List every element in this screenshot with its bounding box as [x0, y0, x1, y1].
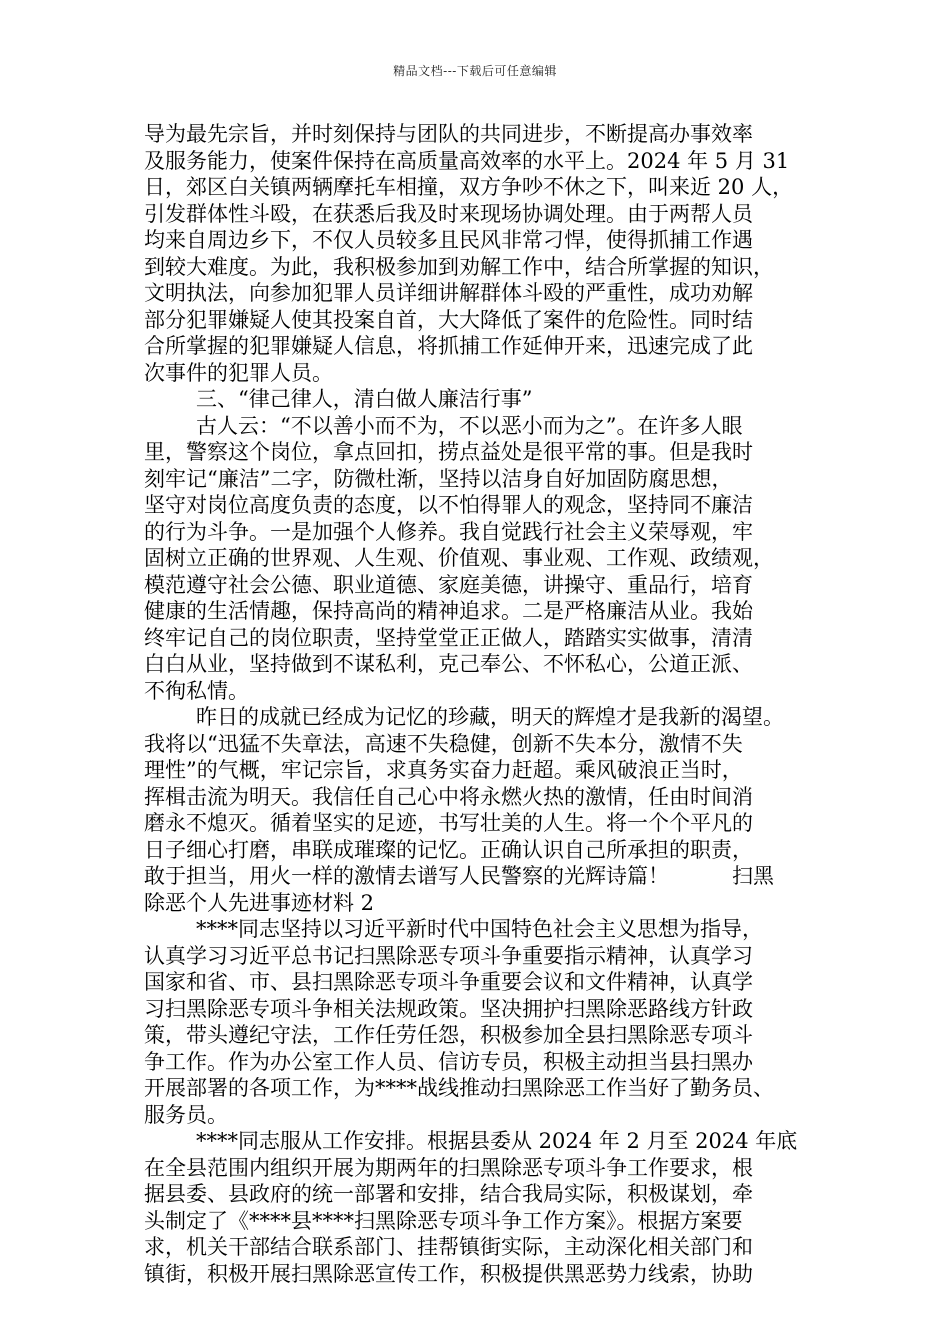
text-line: 镇街，积极开展扫黑除恶宣传工作，积极提供黑恶势力线索，协助 — [144, 1261, 753, 1286]
text-line: 固树立正确的世界观、人生观、价值观、事业观、工作观、政绩观， — [144, 546, 774, 570]
text-line: 到较大难度。为此，我积极参加到劝解工作中，结合所掌握的知识， — [144, 254, 774, 279]
page-header: 精品文档---下载后可任意编辑 — [393, 64, 557, 78]
document-body — [144, 121, 814, 1287]
text-line: 认真学习习近平总书记扫黑除恶专项斗争重要指示精神，认真学习 — [144, 943, 753, 968]
text-line: 合所掌握的犯罪嫌疑人信息，将抓捕工作延伸开来，迅速完成了此 — [144, 334, 753, 358]
text-line: 策，带头遵纪守法，工作任劳任怨，积极参加全县扫黑除恶专项斗 — [144, 1023, 753, 1047]
text-line: 刻牢记“廉洁”二字，防微杜渐，坚持以洁身自好加固防腐思想， — [144, 466, 733, 491]
text-line: 理性”的气概，牢记宗旨，求真务实奋力赶超。乘风破浪正当时， — [144, 758, 743, 782]
text-line: 国家和省、市、县扫黑除恶专项斗争重要会议和文件精神，认真学 — [144, 970, 753, 994]
text-line: 日，郊区白关镇两辆摩托车相撞，双方争吵不休之下，叫来近 20 人， — [144, 175, 794, 199]
text-line: 引发群体性斗殴，在获悉后我及时来现场协调处理。由于两帮人员 — [144, 201, 753, 226]
text-line: 磨永不熄灭。循着坚实的足迹，书写壮美的人生。将一个个平凡的 — [144, 811, 753, 835]
text-line: 及服务能力，使案件保持在高质量高效率的水平上。2024 年 5 月 31 — [144, 148, 790, 173]
text-line: 三、“律己律人，清白做人廉洁行事” — [196, 387, 533, 411]
text-line: 白白从业，坚持做到不谋私利，克己奉公、不怀私心，公道正派、 — [144, 652, 753, 676]
text-line: 据县委、县政府的统一部署和安排，结合我局实际，积极谋划，牵 — [144, 1182, 753, 1206]
text-line: 争工作。作为办公室工作人员、信访专员，积极主动担当县扫黑办 — [144, 1049, 753, 1074]
text-line: 开展部署的各项工作，为****战线推动扫黑除恶工作当好了勤务员、 — [144, 1076, 774, 1100]
text-line: 在全县范围内组织开展为期两年的扫黑除恶专项斗争工作要求，根 — [144, 1155, 753, 1180]
text-line: 终牢记自己的岗位职责，坚持堂堂正正做人，踏踏实实做事，清清 — [144, 625, 753, 650]
text-line: 的行为斗争。一是加强个人修养。我自觉践行社会主义荣辱观，牢 — [144, 519, 753, 544]
text-line: 模范遵守社会公德、职业道德、家庭美德，讲操守、重品行，培育 — [144, 572, 753, 597]
text-line: 文明执法，向参加犯罪人员详细讲解群体斗殴的严重性，成功劝解 — [144, 281, 753, 305]
text-line: 挥楫击流为明天。我信任自己心中将永燃火热的激情，任由时间消 — [144, 784, 753, 809]
text-line: 部分犯罪嫌疑人使其投案自首，大大降低了案件的危险性。同时结 — [144, 307, 753, 332]
text-line: 求，机关干部结合联系部门、挂帮镇街实际，主动深化相关部门和 — [144, 1235, 753, 1259]
text-line: 健康的生活情趣，保持高尚的精神追求。二是严格廉洁从业。我始 — [144, 599, 753, 623]
text-line: ****同志服从工作安排。根据县委从 2024 年 2 月至 2024 年底 — [196, 1129, 798, 1153]
text-line: 里，警察这个岗位，拿点回扣，捞点益处是很平常的事。但是我时 — [144, 440, 753, 464]
text-line: 均来自周边乡下，不仅人员较多且民风非常刁悍，使得抓捕工作遇 — [144, 228, 753, 252]
text-line: 敢于担当，用火一样的激情去谱写人民警察的光辉诗篇！ 扫黑 — [144, 864, 774, 888]
text-line: 服务员。 — [144, 1102, 228, 1127]
text-line: 昨日的成就已经成为记忆的珍藏，明天的辉煌才是我新的渴望。 — [196, 705, 784, 729]
text-line: 头制定了《****县****扫黑除恶专项斗争工作方案》。根据方案要 — [144, 1208, 743, 1233]
text-line: 习扫黑除恶专项斗争相关法规政策。坚决拥护扫黑除恶路线方针政 — [144, 996, 753, 1021]
text-line: 次事件的犯罪人员。 — [144, 360, 333, 385]
text-line: 除恶个人先进事迹材料 2 — [144, 890, 375, 915]
text-line: 日子细心打磨，串联成璀璨的记忆。正确认识自己所承担的职责， — [144, 837, 753, 862]
text-line: 不徇私情。 — [144, 678, 249, 703]
text-line: 我将以“迅猛不失章法，高速不失稳健，创新不失本分，激情不失 — [144, 731, 743, 756]
text-line: 导为最先宗旨，并时刻保持与团队的共同进步，不断提高办事效率 — [144, 122, 753, 146]
text-line: 古人云：“不以善小而不为，不以恶小而为之”。在许多人眼 — [196, 413, 743, 438]
text-line: ****同志坚持以习近平新时代中国特色社会主义思想为指导， — [196, 917, 763, 941]
text-line: 坚守对岗位高度负责的态度，以不怕得罪人的观念，坚持同不廉洁 — [144, 493, 753, 517]
